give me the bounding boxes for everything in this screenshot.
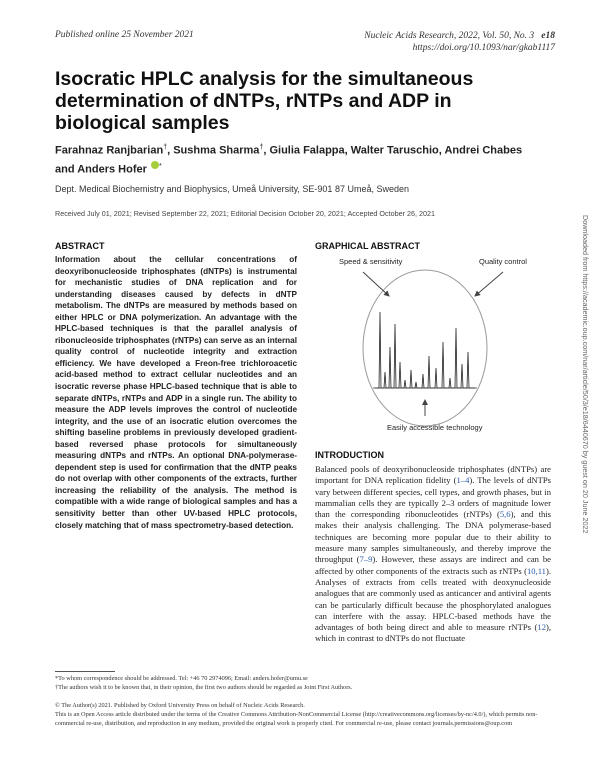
footnote-divider [55,671,115,672]
introduction-heading: INTRODUCTION [315,450,384,460]
intro-text-run: ). However, these assays are indirect and can be affected by other components of the extracts such as rNTPs ( [315,554,551,576]
intro-text-run: ). The levels of dNTPs vary between different species, cell types, and growth phases, but in mammalian cells they are typically 2–3 orders of magnitude lower than the corresponding ribonucleotides (rNTPs) ( [315,475,552,520]
footnote-joint-authors: †The authors wish it to be known that, in their opinion, the first two authors should be regarded as Joint First Authors. [55,684,353,691]
author-name[interactable]: Farahnaz Ranjbarian [55,144,164,157]
arrow-speed [363,272,389,296]
orcid-icon[interactable] [151,161,159,169]
footnote-correspondence: *To whom correspondence should be addressed. Tel: +46 70 2974096; Email: anders.hofer@umu.se [55,675,308,682]
citation-link[interactable]: 1–4 [456,475,470,486]
paper-title: Isocratic HPLC analysis for the simultaneous determination of dNTPs, rNTPs and ADP in biological samples [55,68,474,134]
label-quality-control: Quality control [479,257,527,266]
citation-link[interactable]: 10,11 [526,565,546,576]
chromatogram-trace [375,312,475,388]
abstract-text: Information about the cellular concentrations of deoxyribonucleoside triphosphates (dNTPs) is instrumental for mechanistic studies of DNA replication and for understanding diseases caused by defects in dNTP metabolism. The dNTPs are measured by methods based on either HPLC or DNA polymerization. An advantage with the HPLC-based techniques is that the parallel analysis of ribonucleoside triphosphates (rNTPs) can serve as an internal quality control of nucleotide integrity and extraction efficiency. We have developed a Freon-free trichloroacetic acid-based method to extract cellular nucleotides and an isocratic reverse phase HPLC-based technique that is able to separate dNTPs, rNTPs and ADP in a single run. The ability to measure the ADP levels improves the control of nucleotide integrity, and the use of an isocratic elution overcomes the shifting baseline problems in previously developed gradient-based reversed phase protocols for simultaneously measuring dNTPs and rNTPs. An optional DNA-polymerase-dependent step is used for confirmation that the dNTP peaks do not overlap with other components of the extracts, further increasing the reliability of the analysis. The method is compatible with a wide range of biological samples and has a sensitivity better than other UV-based HPLC protocols, closely matching that of mass spectrometry-based detection. [55,255,297,530]
citation-link[interactable]: 7–9 [359,554,373,565]
joint-first-mark: † [259,144,264,151]
arrow-quality [475,272,503,296]
citation-link[interactable]: 5,6 [499,509,511,520]
intro-text-run: Balanced pools of deoxyribonucleoside triphosphates (dNTPs) are important for DNA replication fidelity ( [315,464,551,486]
author-name[interactable]: and Anders Hofer [55,163,147,176]
doi-link[interactable]: https://doi.org/10.1093/nar/gkab1117 [412,43,555,53]
author-name[interactable]: , Sushma Sharma [167,144,260,157]
citation-link[interactable]: 12 [537,622,546,633]
label-easy-technology: Easily accessible technology [387,423,483,432]
graphical-abstract-figure [315,252,550,440]
introduction-text [315,464,551,645]
joint-first-mark: † [163,144,168,151]
label-speed-sensitivity: Speed & sensitivity [339,257,403,266]
graphical-abstract-svg [315,252,550,440]
abstract-heading: ABSTRACT [55,241,105,251]
journal-name: Nucleic Acids Research, 2022, Vol. 50, No. 3 [364,31,535,41]
download-note: Downloaded from https://academic.oup.com/nar/article/50/3/e18/6440670 by guest on 20 June 2022 [581,215,590,534]
copyright-line: © The Author(s) 2021. Published by Oxford University Press on behalf of Nucleic Acids Research. [55,702,305,709]
author-name[interactable]: , Giulia Falappa, Walter Taruschio, Andrei Chabes [263,144,523,157]
affiliation: Dept. Medical Biochemistry and Biophysics, Umeå University, SE-901 87 Umeå, Sweden [55,184,409,194]
intro-text-run: ), which in contrast to dNTPs do not fluctuate [315,622,551,644]
author-list [55,140,555,178]
intro-text-run: ), and this makes their analysis challenging. The DNA polymerase-based techniques are becoming more popular due to their ability to measure many samples simultaneously, and thereby improve the throughput ( [315,509,551,565]
published-date: Published online 25 November 2021 [55,30,194,40]
corresponding-mark: * [158,163,162,171]
download-watermark [581,215,591,595]
intro-text-run: ). Analyses of extracts from cells treated with deoxynucleoside analogues that are commonly used as anticancer and antiviral agents can be particularly difficult because the phosphorylated analogues can interfere with the assay. HPLC-based methods have the advantages of both being direct and able to measure rNTPs ( [315,565,551,633]
license-text: This is an Open Access article distributed under the terms of the Creative Commons Attribution-NonCommercial License (http://creativecommons.org/licenses/by-nc/4.0/), which permits non-commercial re-use, distribution, and reproduction in any medium, provided the original work is properly cited. For commercial re-use, please contact journals.permissions@oup.com [55,711,538,727]
journal-citation [364,30,555,54]
submission-dates: Received July 01, 2021; Revised September 22, 2021; Editorial Decision October 20, 2021; Accepted October 26, 2021 [55,209,435,218]
graphical-abstract-heading: GRAPHICAL ABSTRACT [315,241,420,251]
article-id: e18 [541,31,555,41]
